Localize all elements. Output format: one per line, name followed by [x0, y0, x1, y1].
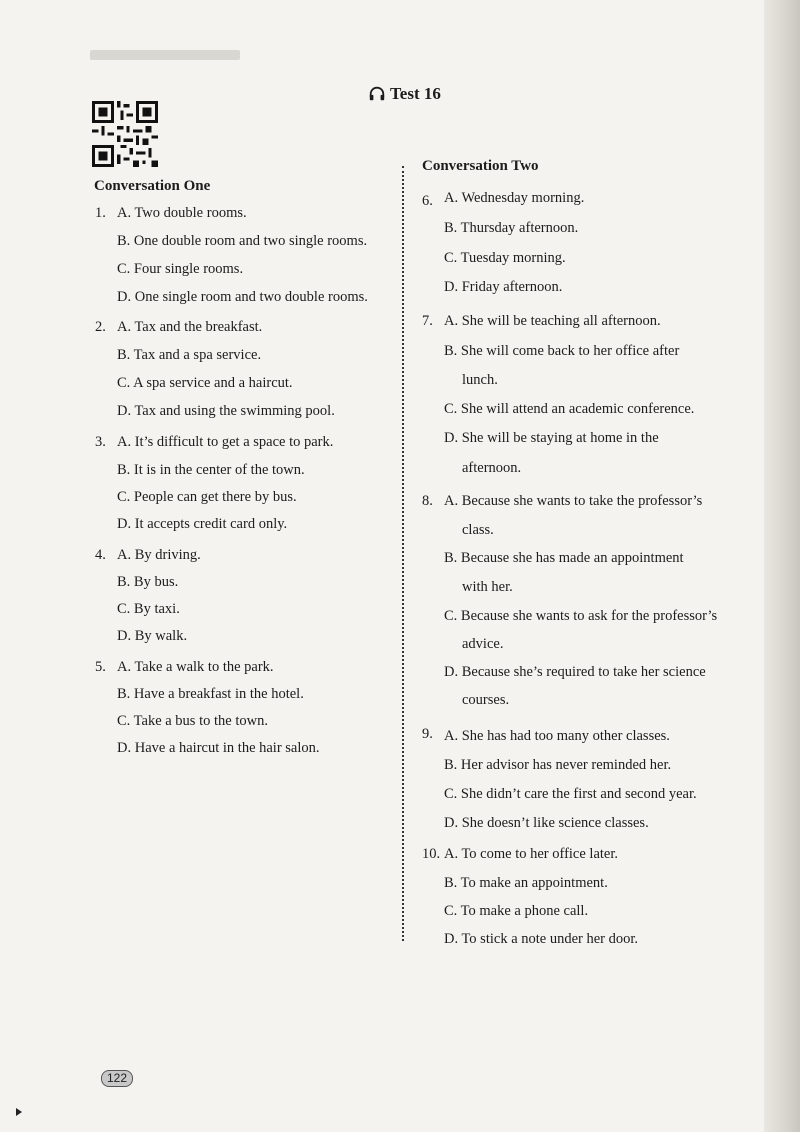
qr-code-icon — [92, 101, 158, 167]
question-number: 3. — [95, 434, 106, 450]
option-c: C. People can get there by bus. — [117, 489, 297, 505]
option-a: A. Two double rooms. — [117, 205, 247, 221]
question-number: 7. — [422, 313, 433, 329]
option-a: A. By driving. — [117, 547, 201, 563]
page-edge-shadow — [764, 0, 800, 1132]
option-c-continued: advice. — [462, 636, 504, 652]
option-b: B. To make an appointment. — [444, 875, 608, 891]
option-a: A. She will be teaching all afternoon. — [444, 313, 661, 329]
option-c: C. Take a bus to the town. — [117, 713, 268, 729]
question-number: 8. — [422, 493, 433, 509]
question-number: 10. — [422, 846, 441, 862]
option-a-continued: class. — [462, 522, 494, 538]
option-c: C. Four single rooms. — [117, 261, 244, 277]
option-a: A. Wednesday morning. — [444, 190, 585, 206]
option-b: B. Have a breakfast in the hotel. — [117, 686, 304, 702]
option-c: C. She will attend an academic conference. — [444, 401, 695, 417]
option-d: D. She doesn’t like science classes. — [444, 815, 649, 831]
option-c: C. By taxi. — [117, 601, 180, 617]
option-a: A. Tax and the breakfast. — [117, 319, 263, 335]
option-d-continued: afternoon. — [462, 460, 522, 476]
page-title — [368, 84, 441, 104]
option-a: A. Take a walk to the park. — [117, 659, 274, 675]
option-b: B. Because she has made an appointment — [444, 550, 684, 566]
question-number: 1. — [95, 205, 106, 221]
option-b: B. Tax and a spa service. — [117, 347, 262, 363]
question-number: 9. — [422, 726, 433, 742]
option-a: A. It’s difficult to get a space to park. — [117, 434, 334, 450]
option-d: D. She will be staying at home in the — [444, 430, 659, 446]
option-b: B. One double room and two single rooms. — [117, 233, 368, 249]
option-b: B. By bus. — [117, 574, 179, 590]
option-c: C. Tuesday morning. — [444, 250, 566, 266]
option-b: B. She will come back to her office after — [444, 343, 680, 359]
option-b: B. Thursday afternoon. — [444, 220, 579, 236]
option-d: D. Friday afternoon. — [444, 279, 563, 295]
option-c: C. She didn’t care the first and second year. — [444, 786, 697, 802]
headphones-icon — [368, 85, 386, 103]
conversation-one-heading: Conversation One — [94, 178, 211, 194]
conversation-two-heading: Conversation Two — [422, 158, 539, 174]
option-d: D. Have a haircut in the hair salon. — [117, 740, 320, 756]
option-d-continued: courses. — [462, 692, 510, 708]
option-a: A. Because she wants to take the professor’s — [444, 493, 703, 509]
option-d: D. One single room and two double rooms. — [117, 289, 368, 305]
faded-running-header — [90, 50, 240, 60]
page-title-text: Test 16 — [390, 84, 441, 103]
option-b: B. Her advisor has never reminded her. — [444, 757, 672, 773]
option-c: C. A spa service and a haircut. — [117, 375, 293, 391]
option-b-continued: lunch. — [462, 372, 498, 388]
option-c: C. Because she wants to ask for the professor’s — [444, 608, 718, 624]
option-d: D. To stick a note under her door. — [444, 931, 639, 947]
page-number-badge: 122 — [101, 1070, 133, 1087]
question-number: 5. — [95, 659, 106, 675]
option-d: D. Because she’s required to take her science — [444, 664, 706, 680]
option-a: A. She has had too many other classes. — [444, 728, 670, 744]
option-b: B. It is in the center of the town. — [117, 462, 305, 478]
option-a: A. To come to her office later. — [444, 846, 618, 862]
option-c: C. To make a phone call. — [444, 903, 589, 919]
question-number: 6. — [422, 193, 433, 209]
question-number: 4. — [95, 547, 106, 563]
question-number: 2. — [95, 319, 106, 335]
column-divider — [402, 166, 404, 941]
option-d: D. By walk. — [117, 628, 188, 644]
corner-arrow-icon — [16, 1108, 22, 1116]
option-d: D. It accepts credit card only. — [117, 516, 288, 532]
option-b-continued: with her. — [462, 579, 513, 595]
option-d: D. Tax and using the swimming pool. — [117, 403, 335, 419]
